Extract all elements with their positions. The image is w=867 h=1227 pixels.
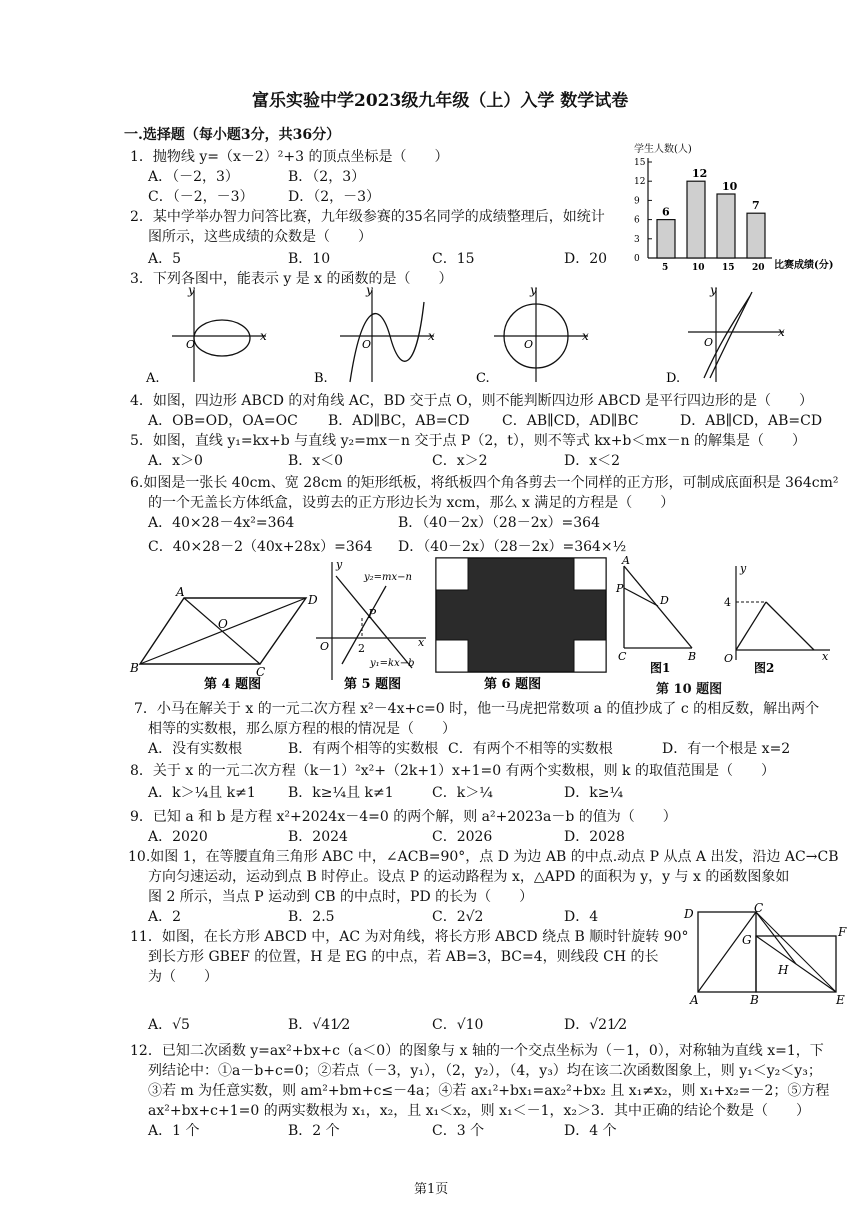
q9-option-c: C．2026 [432, 829, 493, 845]
svg-text:B: B [750, 993, 759, 1007]
q11-option-c: C．√10 [432, 1017, 484, 1033]
q6-line2: 的一个无盖长方体纸盒，设剪去的正方形边长为 xcm，那么 x 满足的方程是（ ） [148, 495, 675, 511]
svg-text:D: D [684, 907, 694, 921]
q3-graph-a [142, 282, 292, 386]
chart-category-label: 10 [692, 263, 705, 273]
q1-stem: 1．抛物线 y=（x－2）²+3 的顶点坐标是（ ） [130, 149, 449, 165]
q1-option-c: C．（－2，－3） [148, 189, 254, 205]
figure-q5-lines [312, 556, 430, 690]
svg-text:C: C [618, 650, 627, 663]
q12-line4: ax²+bx+c+1=0 的两实数根为 x₁，x₂，且 x₁＜x₂，则 x₁＜－1，x₂＞3．其中正确的结论个数是（ ） [148, 1103, 810, 1119]
svg-text:B: B [130, 661, 139, 675]
q1-option-d: D．（2，－3） [288, 189, 381, 205]
q5-option-d: D．x＜2 [564, 453, 621, 469]
q12-line1: 12．已知二次函数 y=ax²+bx+c（a＜0）的图象与 x 轴的一个交点坐标为（－1，0），对称轴为直线 x=1，下 [130, 1043, 824, 1059]
svg-text:y: y [188, 283, 195, 297]
q10-line3: 图 2 所示，当点 P 运动到 CB 的中点时，PD 的长为（ ） [148, 889, 534, 905]
q10-option-c: C．2√2 [432, 909, 484, 925]
q9-option-a: A．2020 [148, 829, 208, 845]
caption-q5: 第 5 题图 [344, 677, 402, 690]
q3-label-c: C. [476, 371, 490, 386]
svg-text:O: O [362, 338, 372, 351]
q7-option-a: A．没有实数根 [148, 741, 243, 757]
svg-text:P: P [368, 607, 377, 621]
q3-graph-c [470, 282, 620, 386]
q12-option-c: C．3 个 [432, 1123, 485, 1139]
q2-option-a: A．5 [148, 251, 182, 267]
svg-text:y: y [740, 562, 747, 575]
q12-line2: 列结论中：①a－b+c=0；②若点（－3，y₁），（2，y₂），（4，y₃）均在该二次函数图象上，则 y₁＜y₂＜y₃； [148, 1063, 822, 1079]
q3-label-a: A. [146, 371, 160, 386]
svg-text:x: x [582, 329, 589, 343]
q4-option-a: A．OB=OD，OA=OC [148, 413, 298, 429]
caption-q4: 第 4 题图 [204, 677, 262, 690]
caption-fig1: 图1 [650, 661, 671, 675]
chart-ytick-label: 6 [634, 215, 640, 226]
q11-line3: 为（ ） [148, 969, 218, 985]
q10-line2: 方向匀速运动，运动到点 B 时停止。设点 P 的运动路程为 x，△APD 的面积为 y，y 与 x 的函数图象如 [148, 869, 790, 885]
q6-option-a: A．40×28－4x²=364 [148, 515, 295, 531]
chart-ytick-label: 3 [634, 234, 640, 245]
section-title: 一.选择题（每小题3分，共36分） [124, 127, 341, 143]
svg-text:E: E [836, 993, 845, 1007]
svg-text:H: H [778, 963, 789, 977]
q7-line2: 相等的实数根，那么原方程的根的情况是（ ） [148, 721, 456, 737]
q10-line1: 10.如图 1，在等腰直角三角形 ABC 中，∠ACB=90°，点 D 为边 AB 的中点.动点 P 从点 A 出发，沿边 AC→CB [128, 849, 839, 865]
chart-bar [747, 213, 765, 258]
svg-text:F: F [838, 925, 847, 939]
q10-option-d: D．4 [564, 909, 599, 925]
q8-option-b: B．k≥¼且 k≠1 [288, 785, 394, 801]
q11-option-a: A．√5 [148, 1017, 190, 1033]
svg-text:x: x [778, 325, 785, 339]
q11-line1: 11．如图，在长方形 ABCD 中，AC 为对角线，将长方形 ABCD 绕点 B 顺时针旋转 90° [130, 929, 689, 945]
chart-category-label: 5 [662, 263, 669, 273]
svg-text:D: D [660, 594, 669, 607]
chart-bar [717, 194, 735, 258]
q5-option-c: C．x＞2 [432, 453, 488, 469]
caption-fig2: 图2 [754, 661, 775, 675]
figure-q11-rectangles [680, 902, 850, 1010]
q12-option-a: A．1 个 [148, 1123, 200, 1139]
q6-option-d: D．（40－2x）（28－2x）=364×½ [398, 539, 627, 555]
q3-label-b: B. [314, 371, 328, 386]
q11-line2: 到长方形 GBEF 的位置，H 是 EG 的中点，若 AB=3，BC=4，则线段 CH 的长 [148, 949, 659, 965]
q7-line1: 7．小马在解关于 x 的一元二次方程 x²－4x+c=0 时，他一马虎把常数项 a 的值抄成了 c 的相反数，解出两个 [134, 701, 820, 717]
q8-option-c: C．k＞¼ [432, 785, 493, 801]
caption-q6: 第 6 题图 [484, 677, 542, 690]
chart-category-label: 15 [722, 263, 735, 273]
svg-text:y: y [530, 283, 537, 297]
q9-line1: 9．已知 a 和 b 是方程 x²+2024x－4=0 的两个解，则 a²+2023a－b 的值为（ ） [130, 809, 677, 825]
svg-text:O: O [186, 338, 196, 351]
q4-option-d: D．AB∥CD，AB=CD [680, 413, 823, 429]
svg-text:P: P [616, 582, 624, 595]
q3-graph-d [660, 282, 810, 386]
svg-text:2: 2 [358, 642, 365, 655]
page-number: 第1页 [414, 1182, 449, 1197]
q2-option-d: D．20 [564, 251, 608, 267]
svg-text:A: A [690, 993, 699, 1007]
chart-ytick-label: 9 [634, 196, 640, 207]
q4-line1: 4．如图，四边形 ABCD 的对角线 AC，BD 交于点 O，则不能判断四边形 ABCD 是平行四边形的是（ ） [130, 393, 814, 409]
svg-text:O: O [218, 617, 228, 631]
q5-line1: 5．如图，直线 y₁=kx+b 与直线 y₂=mx－n 交于点 P（2，t），则不等式 kx+b＜mx－n 的解集是（ ） [130, 433, 807, 449]
svg-text:D: D [308, 593, 318, 607]
q2-line2: 图所示，这些成绩的众数是（ ） [148, 229, 372, 245]
svg-text:x: x [428, 329, 435, 343]
q6-option-c: C．40×28－2（40x+28x）=364 [148, 539, 373, 555]
q3-label-d: D. [666, 371, 681, 386]
figure-q10-graph [718, 560, 836, 690]
q12-option-b: B．2 个 [288, 1123, 340, 1139]
q8-option-a: A．k＞¼且 k≠1 [148, 785, 256, 801]
svg-text:y₁=kx−b: y₁=kx−b [370, 658, 415, 669]
chart-ytick-label: 0 [634, 254, 640, 264]
figure-q10-triangle [614, 552, 710, 690]
q8-line1: 8．关于 x 的一元二次方程（k－1）²x²+（2k+1）x+1=0 有两个实数根，则 k 的取值范围是（ ） [130, 763, 775, 779]
svg-text:y: y [710, 283, 717, 297]
q3-stem: 3．下列各图中，能表示 y 是 x 的函数的是（ ） [130, 271, 453, 287]
q9-option-b: B．2024 [288, 829, 348, 845]
svg-text:4: 4 [724, 596, 731, 609]
svg-text:O: O [524, 338, 534, 351]
chart-ytick-label: 12 [634, 177, 646, 188]
chart-category-label: 20 [752, 263, 765, 273]
svg-text:y: y [336, 558, 343, 571]
score-bar-chart [622, 140, 852, 280]
q2-option-c: C．15 [432, 251, 475, 267]
svg-text:C: C [754, 902, 764, 915]
chart-bar-value-label: 10 [722, 180, 738, 193]
svg-text:x: x [418, 636, 425, 649]
chart-bar-value-label: 7 [752, 199, 760, 213]
q10-option-b: B．2.5 [288, 909, 335, 925]
q2-line1: 2．某中学举办智力问答比赛，九年级参赛的35名同学的成绩整理后，如统计 [130, 209, 605, 225]
q5-option-a: A．x＞0 [148, 453, 203, 469]
svg-text:O: O [724, 652, 734, 665]
q7-option-b: B．有两个相等的实数根 [288, 741, 439, 757]
svg-text:y: y [366, 283, 373, 297]
chart-xlabel: 比赛成绩(分) [774, 260, 834, 271]
caption-q10: 第 10 题图 [656, 682, 723, 697]
chart-ytick-label: 15 [634, 158, 646, 168]
svg-text:O: O [320, 640, 330, 653]
q9-option-d: D．2028 [564, 829, 625, 845]
q6-option-b: B．（40－2x）（28－2x）=364 [398, 515, 600, 531]
q12-line3: ③若 m 为任意实数，则 am²+bm+c≤－4a；④若 ax₁²+bx₁=ax₂²+bx₂ 且 x₁≠x₂，则 x₁+x₂=－2；⑤方程 [148, 1083, 830, 1099]
figure-q4-parallelogram [128, 580, 318, 690]
q4-option-c: C．AB∥CD，AD∥BC [502, 413, 639, 429]
page-title: 富乐实验中学2023级九年级（上）入学 数学试卷 [252, 91, 629, 111]
svg-text:A: A [622, 554, 630, 567]
chart-ylabel: 学生人数(人) [634, 144, 692, 155]
q11-option-b: B．√41⁄2 [288, 1017, 351, 1033]
chart-bar-value-label: 6 [662, 205, 670, 219]
q8-option-d: D．k≥¼ [564, 785, 624, 801]
svg-text:G: G [742, 933, 752, 947]
q2-option-b: B．10 [288, 251, 331, 267]
chart-bar [657, 220, 675, 258]
svg-text:x: x [822, 650, 829, 663]
q7-option-c: C．有两个不相等的实数根 [448, 741, 613, 757]
q3-graph-b [310, 282, 460, 386]
svg-text:C: C [256, 665, 266, 679]
chart-bar-value-label: 12 [692, 167, 708, 181]
q4-option-b: B．AD∥BC，AB=CD [328, 413, 470, 429]
chart-bar [687, 181, 705, 258]
q5-option-b: B．x＜0 [288, 453, 344, 469]
figure-q6-cardboard [432, 556, 610, 690]
svg-text:x: x [260, 329, 267, 343]
q11-option-d: D．√21⁄2 [564, 1017, 628, 1033]
svg-text:y₂=mx−n: y₂=mx−n [364, 572, 412, 583]
svg-text:O: O [704, 336, 714, 349]
q10-option-a: A．2 [148, 909, 182, 925]
q1-option-b: B．（2，3） [288, 169, 366, 185]
q7-option-d: D．有一个根是 x=2 [662, 741, 791, 757]
svg-text:A: A [176, 585, 185, 599]
q1-option-a: A．（－2，3） [148, 169, 239, 185]
svg-text:B: B [688, 650, 697, 663]
q12-option-d: D．4 个 [564, 1123, 617, 1139]
q6-line1: 6.如图是一张长 40cm、宽 28cm 的矩形纸板，将纸板四个角各剪去一个同样的正方形，可制成底面积是 364cm² [130, 475, 839, 491]
